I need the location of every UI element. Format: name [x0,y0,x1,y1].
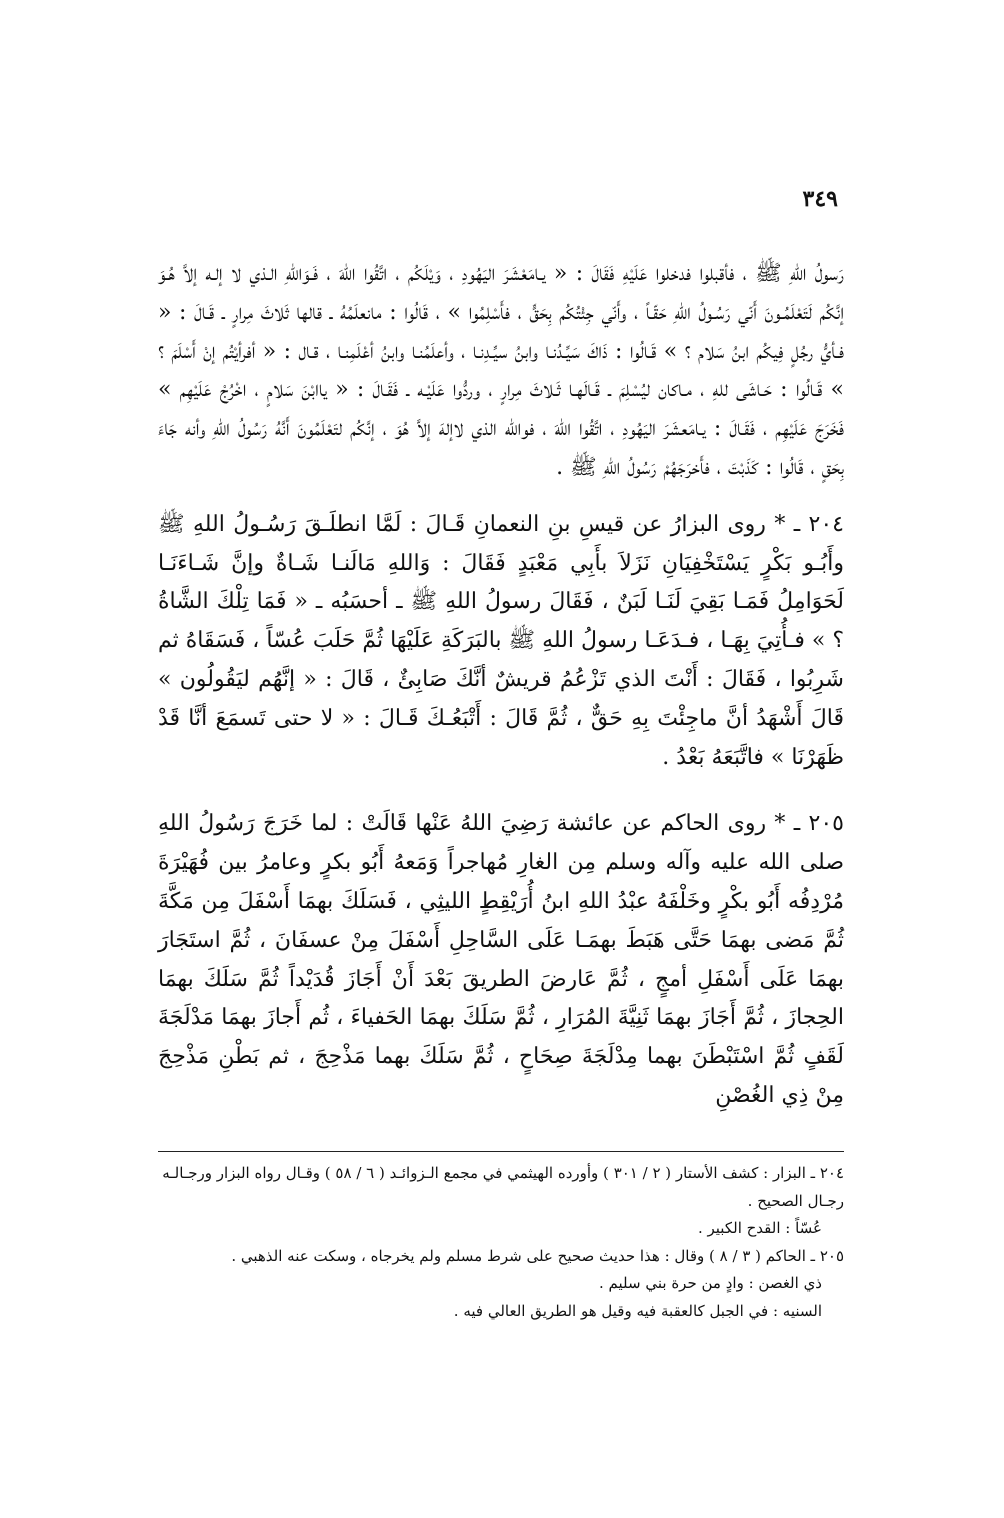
footnote-205-source: ٢٠٥ ـ الحاكم ( ٣ / ٨ ) وقال : هذا حديث صحيح على شرط مسلم ولم يخرجاه ، وسكت عنه الذهبي . [231,1246,844,1265]
footnote-204-source: ٢٠٤ ـ البزار : كشف الأستار ( ٢ / ٣٠١ ) وأورده الهيثمي في مجمع الـزوائـد ( ٦ / ٥٨ ) وقـال رواه البزار ورجـالـه رجـال الصحيح . [162,1164,844,1210]
paragraph-continuation: رَسولُ اللهِ ﷺ ، فأقبلوا فدخلوا عَلَيْهِ فَقَالَ : « يـامَعْشَرَ اليَهُودِ ، وَيْلَكُم ، اتَّقُوا اللهَ ، فَـوَاللهِ الـذي لا إلـه إلاَّ هُـوَ إنَّكُم لَتَعْلَمُـونَ أَنّي رَسُـولُ اللهِ حَقّـاً ، وأَنّي جِئْتُكُم بِحَقٍّ ، فأَسْلِمُوا » ، قَالُوا : مانعلَمُهُ ـ قالها ثَلاثَ مِرارٍ ـ قَـالَ : « فـأيُّ رجُلٍ فِيكُم ابنُ سَلام ؟ » قَـالُوا : ذَاكَ سَيِّـدُنـا وابنُ سيِّـدِنـا ، وأعلَمُنـا وابنُ أعْلَمِنـا ، قـال : « أفرأيْتُم إنْ أَسْلَمَ ؟ » قَـالُوا : حَـاشَى للهِ ، مـاكان ليُسْلِمَ ـ قَـالَهـا ثَـلاثَ مِرارٍ ، وردُّوا عَلَيْـه ـ فَقَـالَ : « ياابْنَ سَلامٍ ، اخْرُجْ عَلَيْهِم » فَخَرَجَ عَلَيْهِم ، فَقَـالَ : يـامَعشَرَ اليَهُودِ ، اتَّقُوا اللهَ ، فوالله الذي لاإلهَ إلاَّ هُوَ ، إنَّكُم لتَعْلَمُونَ أَنَّهُ رَسُولُ اللهِ وأنه جَاءَ بِحَقٍ ، قَالُوا : كَذَبْتَ ، فأَخرَجَهُمْ رَسُولُ اللهِ ﷺ . [158,261,844,480]
footnote-205-gloss-1: ذي الغصن : وادٍ من حرة بني سليم . [599,1274,822,1292]
paragraph-hadith-204: ٢٠٤ ـ * روى البزارُ عن قيسِ بنِ النعمانِ قَـالَ : لَمَّا انطلَـقَ رَسُـولُ اللهِ ﷺ وأَبُـو بَكْرٍ يَسْتَخْفِيَانِ نَزَلاَ بأَبِي مَعْبَدٍ فَقَالَ : وَاللهِ مَالَنـا شَـاةٌ وإنَّ شَـاءَنَـا لَحَوَامِلُ فَمَـا بَقِيَ لَنَـا لَبَنٌ ، فَقَالَ رسولُ اللهِ ﷺ ـ أحسَبُه ـ « فَمَا تِلْكَ الشَّاةُ ؟ » فـأُتِيَ بِهَـا ، فـدَعَـا رسولُ اللهِ ﷺ بالبَرَكَةِ عَلَيْهَا ثُمَّ حَلَبَ عُسّاً ، فَسَقَاهُ ثم شَرِبُوا ، فَقَالَ : أَنْتَ الذي تَزْعُمُ قريشٌ أنَّكَ صَابِئٌ ، قَالَ : « إنَّهُم ليَقُولُون » قَالَ أَشْهَدُ أنَّ ماجِئْتَ بِهِ حَقٌّ ، ثُمَّ قَالَ : أَتْبَعُـكَ قَـالَ : « لا حتى تَسمَعَ أنَّا قَدْ ظَهَرْنَا » فاتَّبَعَهُ بَعْدُ . [158,511,844,770]
footnote-205-gloss-2: السنيه : في الجبل كالعقبة فيه وقيل هو الطريق العالي فيه . [453,1301,822,1320]
main-text [158,255,844,1116]
footnote-204-gloss: عُسّاً : القدح الكبير . [697,1219,822,1237]
footnotes [158,1160,844,1325]
paragraph-hadith-205: ٢٠٥ ـ * روى الحاكم عن عائشة رَضِيَ اللهُ عَنْها قَالَتْ : لما خَرَجَ رَسُولُ اللهِ صلى الله عليه وآله وسلم مِن الغارِ مُهاجراً وَمَعهُ أَبُو بكرٍ وعامرُ بين فُهَيْرَةَ مُرْدِفُه أَبُو بكْرٍ وخَلْفَهُ عبْدُ اللهِ ابنُ أُرَيْقِطٍ الليثِي ، فَسَلَكَ بهمَا أَسْفَلَ مِن مَكَّةَ ثُمَّ مَضى بهمَا حَتَّى هَبَطَ بهمَـا عَلَى السَّاحِلِ أَسْفَلَ مِنْ عسفَانَ ، ثُمَّ استَجَارَ بهمَا عَلَى أَسْفَلِ أمجٍ ، ثُمَّ عَارضَ الطريقَ بَعْدَ أَنْ أَجَازَ قُدَيْداً ثُمَّ سَلَكَ بهمَا الحِجازَ ، ثُمَّ أَجَازَ بهمَا ثَنِيَّةَ المُرَارِ ، ثُمَّ سَلَكَ بهمَا الحَفياءَ ، ثُم أَجازَ بهمَا مَدْلَجَةَ لَقَفٍ ثُمَّ اسْتَبْطَنَ بهما مِدْلَجَةَ صِحَاحٍ ، ثُمَّ سَلَكَ بهما مَذْحِجَ ، ثم بَطْنِ مَذْحِجَ مِنْ ذِي الغُصْنِ [158,811,844,1108]
page-number: ٣٤٩ [802,186,838,212]
footnote-divider [158,1151,844,1152]
